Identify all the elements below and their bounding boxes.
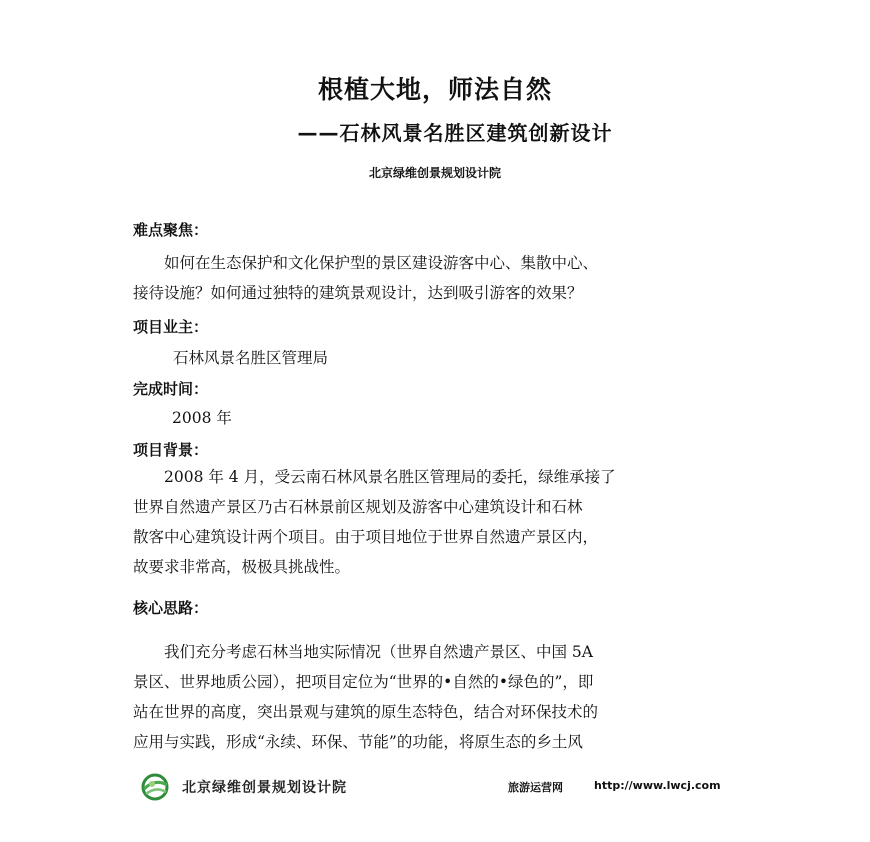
page-footer	[140, 770, 740, 804]
difficulty-paragraph	[133, 248, 743, 308]
difficulty-line-2: 接待设施？如何通过独特的建筑景观设计，达到吸引游客的效果？	[133, 284, 583, 302]
difficulty-line-1: 如何在生态保护和文化保护型的景区建设游客中心、集散中心、	[164, 254, 599, 272]
core-line-3: 站在世界的高度，突出景观与建筑的原生态特色，结合对环保技术的	[133, 703, 599, 721]
completion-heading: 完成时间：	[133, 380, 209, 398]
footer-url-link[interactable]: http://www.lwcj.com	[594, 779, 721, 792]
completion-text: 2008 年	[172, 409, 232, 427]
green-globe-logo-icon	[140, 772, 170, 802]
background-line-3: 散客中心建筑设计两个项目。由于项目地位于世界自然遗产景区内，	[133, 528, 599, 546]
core-paragraph	[133, 637, 743, 757]
background-heading: 项目背景：	[133, 441, 209, 459]
core-line-4: 应用与实践，形成“永续、环保、节能”的功能，将原生态的乡土风	[133, 733, 583, 751]
background-line-1: 2008 年 4 月，受云南石林风景名胜区管理局的委托，绿维承接了	[164, 468, 616, 486]
owner-text: 石林风景名胜区管理局	[173, 349, 329, 367]
background-paragraph	[133, 462, 743, 582]
background-line-4: 故要求非常高，极极具挑战性。	[133, 558, 351, 576]
footer-site-name: 旅游运营网	[508, 781, 563, 794]
owner-heading: 项目业主：	[133, 318, 209, 336]
core-heading: 核心思路：	[133, 599, 209, 617]
background-line-2: 世界自然遗产景区乃古石林景前区规划及游客中心建筑设计和石林	[133, 498, 583, 516]
document-title: 根植大地，师法自然	[317, 75, 552, 104]
document-subtitle: ——石林风景名胜区建筑创新设计	[297, 121, 613, 145]
difficulty-heading: 难点聚焦：	[133, 221, 209, 239]
footer-organization: 北京绿维创景规划设计院	[182, 780, 347, 796]
core-line-1: 我们充分考虑石林当地实际情况（世界自然遗产景区、中国 5A	[164, 643, 593, 661]
organization-name: 北京绿维创景规划设计院	[368, 166, 501, 180]
core-line-2: 景区、世界地质公园），把项目定位为“世界的•自然的•绿色的”，即	[133, 673, 594, 691]
